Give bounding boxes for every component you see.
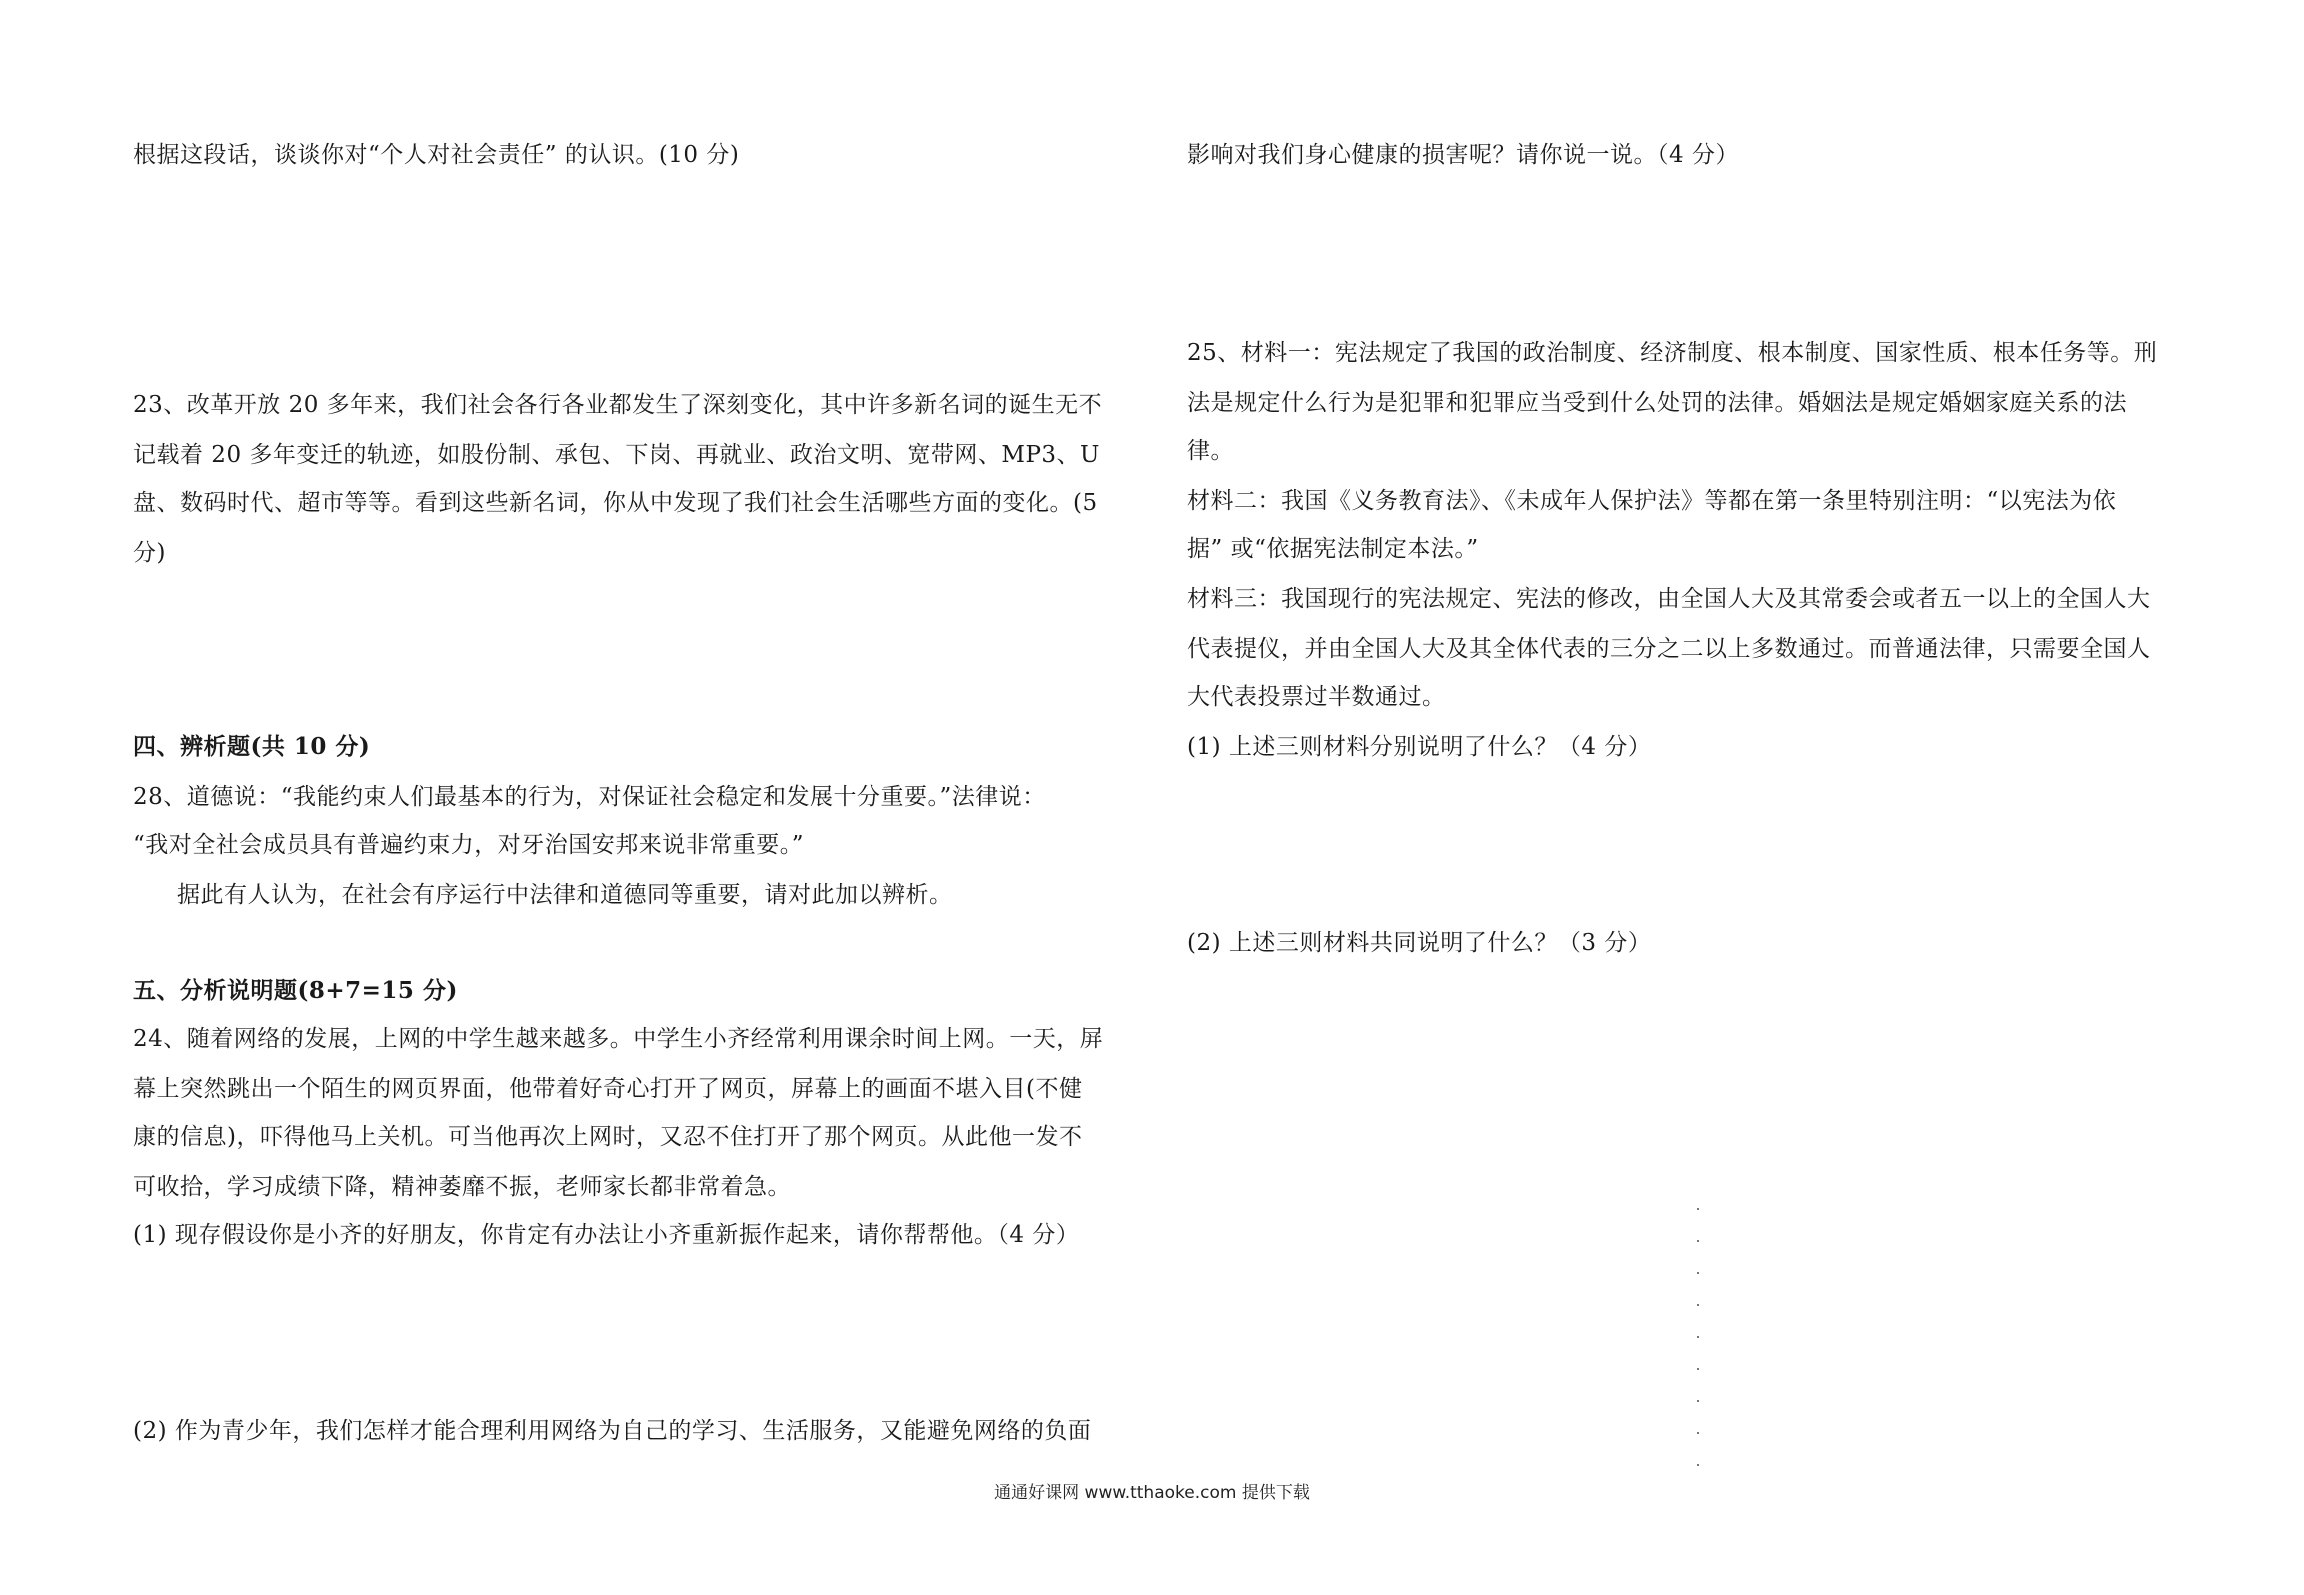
question-25-line-1: 25、材料一：宪法规定了我国的政治制度、经济制度、根本制度、国家性质、根本任务等。刑 bbox=[1187, 340, 2158, 366]
question-25-material-3-line-1: 材料三：我国现行的宪法规定、宪法的修改，由全国人大及其常委会或者五一以上的全国人大 bbox=[1187, 586, 2151, 612]
question-24-part-1: (1) 现存假设你是小齐的好朋友，你肯定有办法让小齐重新振作起来，请你帮帮他。（4 分） bbox=[133, 1222, 1080, 1248]
scan-dot bbox=[1697, 1464, 1699, 1466]
question-24-part-2-end: 影响对我们身心健康的损害呢？请你说一说。（4 分） bbox=[1187, 142, 1739, 168]
scan-dot bbox=[1697, 1304, 1699, 1306]
question-25-material-3-line-3: 大代表投票过半数通过。 bbox=[1187, 684, 1446, 710]
question-24-line-4: 可收拾，学习成绩下降，精神萎靡不振，老师家长都非常着急。 bbox=[133, 1174, 791, 1200]
question-23-line-2: 记载着 20 多年变迁的轨迹，如股份制、承包、下岗、再就业、政治文明、宽带网、MP3、U bbox=[133, 442, 1100, 468]
scan-dot bbox=[1697, 1240, 1699, 1242]
question-28-line-2: “我对全社会成员具有普遍约束力，对牙治国安邦来说非常重要。” bbox=[133, 832, 805, 858]
question-25-material-2-line-2: 据” 或“依据宪法制定本法。” bbox=[1187, 536, 1479, 562]
question-25-line-2: 法是规定什么行为是犯罪和犯罪应当受到什么处罚的法律。婚姻法是规定婚姻家庭关系的法 bbox=[1187, 390, 2127, 416]
question-25-part-1: (1) 上述三则材料分别说明了什么？（4 分） bbox=[1187, 734, 1652, 760]
question-24-line-3: 康的信息)，吓得他马上关机。可当他再次上网时，又忍不住打开了那个网页。从此他一发不 bbox=[133, 1124, 1083, 1150]
scan-dot bbox=[1697, 1400, 1699, 1402]
section-5-title: 五、分析说明题(8+7=15 分) bbox=[133, 977, 458, 1004]
question-24-line-1: 24、随着网络的发展，上网的中学生越来越多。中学生小齐经常利用课余时间上网。一天，屏 bbox=[133, 1026, 1104, 1052]
question-25-material-2-line-1: 材料二：我国《义务教育法》、《未成年人保护法》等都在第一条里特别注明：“以宪法为依 bbox=[1187, 488, 2117, 514]
scan-dot bbox=[1697, 1272, 1699, 1274]
text-line: 23、改革开放 20 多年来，我们社会各行各业都发生了深刻变化，其中许多新名词的诞生无不 bbox=[133, 392, 1103, 418]
question-24-part-2-start: (2) 作为青少年，我们怎样才能合理利用网络为自己的学习、生活服务，又能避免网络的负面 bbox=[133, 1418, 1092, 1444]
question-28-line-1: 28、道德说：“我能约束人们最基本的行为，对保证社会稳定和发展十分重要。”法律说： bbox=[133, 784, 1046, 810]
question-23-line-3: 盘、数码时代、超市等等。看到这些新名词，你从中发现了我们社会生活哪些方面的变化。(5 bbox=[133, 490, 1098, 516]
question-25-part-2: (2) 上述三则材料共同说明了什么？（3 分） bbox=[1187, 930, 1652, 956]
section-4-title: 四、辨析题(共 10 分) bbox=[133, 733, 371, 760]
page-footer: 通通好课网 www.tthaoke.com 提供下载 bbox=[994, 1483, 1310, 1503]
question-23-line-1 bbox=[133, 390, 1166, 420]
scan-dot bbox=[1697, 1432, 1699, 1434]
question-23-line-4: 分) bbox=[133, 540, 166, 566]
scan-dot bbox=[1697, 1208, 1699, 1210]
scan-dot bbox=[1697, 1336, 1699, 1338]
question-22-prompt: 根据这段话，谈谈你对“个人对社会责任” 的认识。(10 分) bbox=[133, 142, 740, 168]
question-24-line-2: 幕上突然跳出一个陌生的网页界面，他带着好奇心打开了网页，屏幕上的画面不堪入目(不健 bbox=[133, 1076, 1083, 1102]
question-28-line-3: 据此有人认为，在社会有序运行中法律和道德同等重要，请对此加以辨析。 bbox=[177, 882, 953, 908]
question-25-material-3-line-2: 代表提仪，并由全国人大及其全体代表的三分之二以上多数通过。而普通法律，只需要全国人 bbox=[1187, 636, 2151, 662]
scan-dot bbox=[1697, 1368, 1699, 1370]
question-25-line-3: 律。 bbox=[1187, 438, 1234, 464]
